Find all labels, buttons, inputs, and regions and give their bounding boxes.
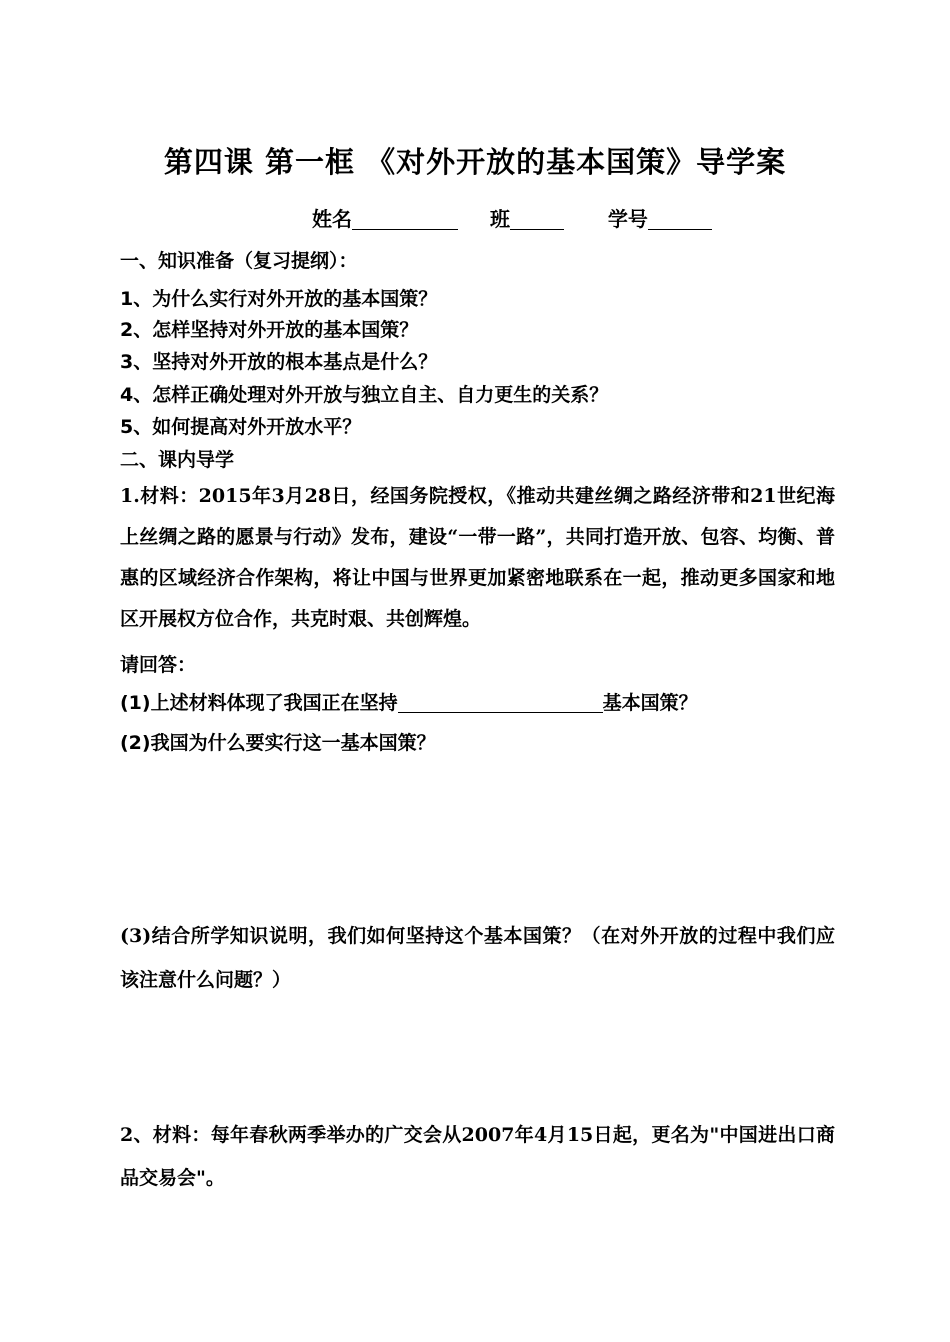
student-number-blank[interactable] xyxy=(648,207,712,230)
question-2: (2)我国为什么要实行这一基本国策？ xyxy=(120,732,436,754)
student-number-label: 学号 xyxy=(607,207,648,231)
name-label: 姓名 xyxy=(312,207,352,231)
section2-heading: 二、课内导学 xyxy=(120,449,235,471)
question-1-text: (1)上述材料体现了我国正在坚持 xyxy=(120,692,398,714)
class-label: 班 xyxy=(489,207,510,231)
review-item: 2、怎样坚持对外开放的基本国策？ xyxy=(120,319,419,341)
question-3: (3)结合所学知识说明，我们如何坚持这个基本国策？（在对外开放的过程中我们应该注意什么问题？） xyxy=(120,925,835,991)
question-1-blank[interactable] xyxy=(398,692,603,713)
name-blank[interactable] xyxy=(352,207,458,230)
page-title: 第四课 第一框 《对外开放的基本国策》导学案 xyxy=(163,145,787,179)
answer-prompt: 请回答： xyxy=(120,654,197,676)
review-item: 5、如何提高对外开放水平？ xyxy=(120,416,362,438)
student-info-row xyxy=(312,203,712,232)
class-blank[interactable] xyxy=(510,207,564,230)
section1-heading: 一、知识准备（复习提纲）： xyxy=(120,250,358,272)
review-item: 4、怎样正确处理对外开放与独立自主、自力更生的关系？ xyxy=(120,384,609,406)
review-item: 3、坚持对外开放的根本基点是什么？ xyxy=(120,351,438,373)
material-2: 2、材料：每年春秋两季举办的广交会从2007年4月15日起，更名为"中国进出口商品交易会"。 xyxy=(120,1124,835,1189)
question-1 xyxy=(120,688,698,715)
question-1-suffix: 基本国策？ xyxy=(602,692,698,714)
review-item: 1、为什么实行对外开放的基本国策？ xyxy=(120,288,438,310)
material-1: 1.材料：2015年3月28日，经国务院授权，《推动共建丝绸之路经济带和21世纪海上丝绸之路的愿景与行动》发布，建设“一带一路”，共同打造开放、包容、均衡、普惠的区域经济合作架构，将让中国与世界更加紧密地联系在一起，推动更多国家和地区开展权方位合作，共克时艰、共创辉煌。 xyxy=(120,485,835,630)
